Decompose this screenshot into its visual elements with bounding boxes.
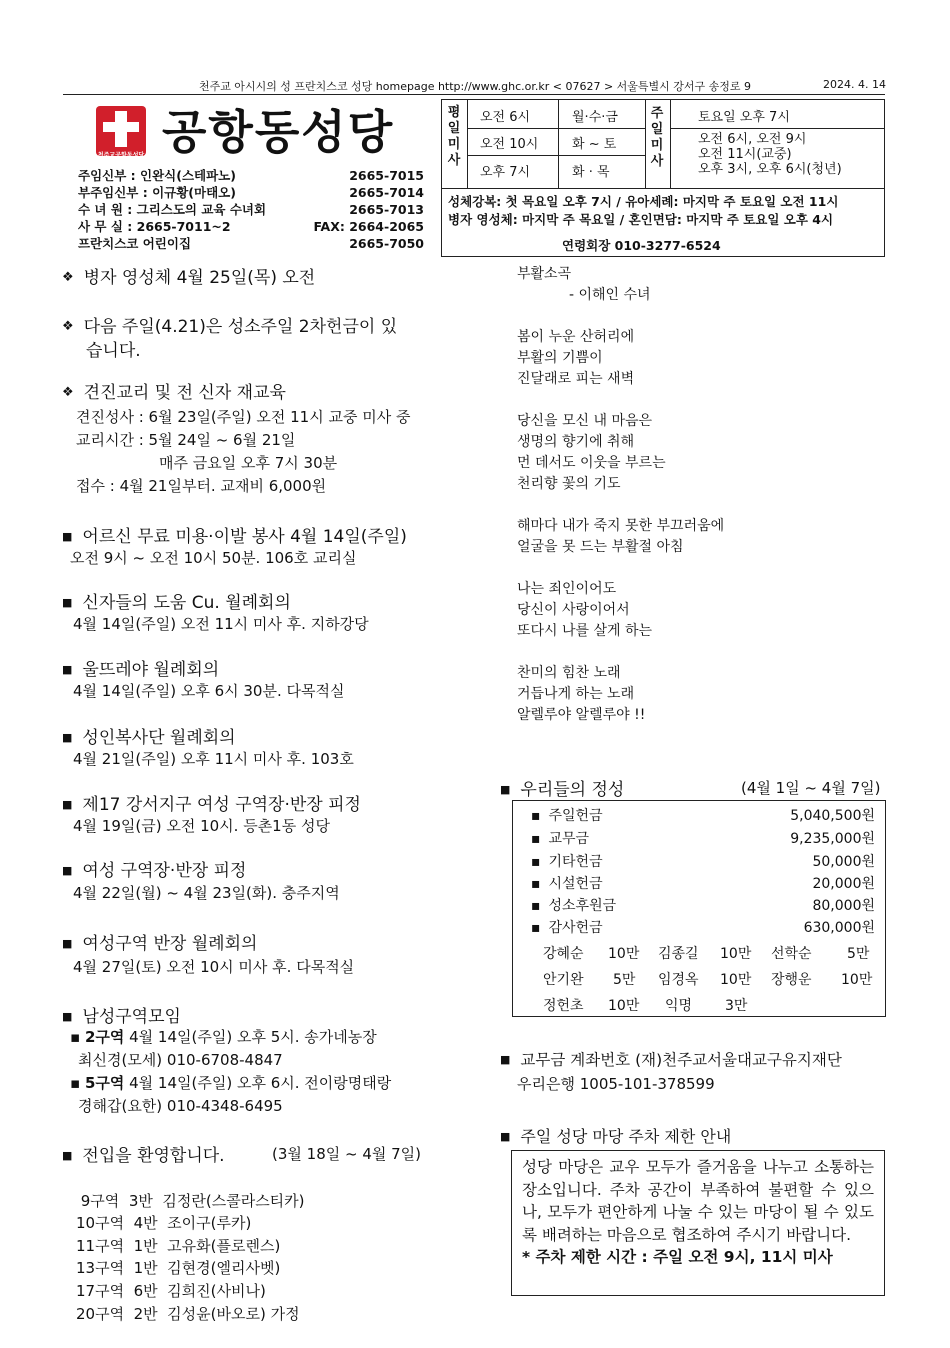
weekday-days: 화 ~ 토: [572, 137, 617, 152]
section-women-retreat: ■ 여성 구역장·반장 피정: [62, 856, 246, 881]
staff-row: 부주임신부 : 이규황(마태오) 2665-7014: [78, 185, 424, 200]
poem-line: 봄이 누운 산허리에: [517, 329, 635, 345]
poem-line: 나는 죄인이어도: [517, 581, 617, 597]
poem-line: [517, 642, 724, 663]
offering-row: ▪ 감사헌금 630,000원: [531, 917, 875, 939]
men-zone-2-contact: 최신경(모세) 010-6708-4847: [78, 1051, 283, 1069]
donor-name: 익명: [665, 998, 693, 1014]
donor-name: 강혜순: [543, 946, 584, 962]
donor-amount: 3만: [725, 998, 748, 1014]
weekday-days: 화 · 목: [572, 165, 610, 180]
mass-note: 병자 영성체: 마지막 주 목요일 / 혼인면담: 마지막 주 토요일 오후 4시: [448, 212, 834, 227]
confirmation-class-period: 교리시간 : 5월 24일 ~ 6월 21일: [76, 431, 296, 449]
altar-servers-detail: 4월 21일(주일) 오후 11시 미사 후. 103호: [73, 750, 354, 768]
newcomer-item: 9구역 3반 김정란(스콜라스티카): [76, 1191, 305, 1210]
vertical-label-text: 평 일 미 사: [447, 105, 461, 168]
confirmation-class-time: 매주 금요일 오후 7시 30분: [159, 454, 338, 472]
sunday-time: 토요일 오후 7시: [698, 110, 790, 125]
logo-caption: 천주교공항동성당: [97, 152, 145, 159]
poem-line: 진달래로 피는 새벽: [517, 371, 635, 387]
poem-line: [517, 495, 724, 516]
funeral-society-contact: 연령회장 010-3277-6524: [562, 238, 721, 253]
district-retreat-detail: 4월 19일(금) 오전 10시. 등촌1동 성당: [73, 817, 330, 835]
section-men-zone: ■ 남성구역모임: [62, 1002, 181, 1027]
weekday-time: 오후 7시: [480, 165, 531, 180]
donor-amount: 10만: [720, 972, 752, 988]
men-zone-5: ▪ 5구역 4월 14일(주일) 오후 6시. 전이랑명태랑: [70, 1074, 392, 1092]
weekday-time: 오전 6시: [480, 110, 531, 125]
donor-name: 안기완: [543, 972, 584, 988]
donor-name: 임경옥: [658, 972, 699, 988]
men-zone-5-contact: 경해갑(요한) 010-4348-6495: [78, 1097, 283, 1115]
offerings-box: [512, 800, 886, 1017]
parish-name: 공항동성당: [162, 105, 395, 159]
staff-row: 프란치스코 어린이집 2665-7050: [78, 236, 424, 251]
sunday-time: 오후 3시, 오후 6시(청년): [698, 162, 842, 177]
donor-name: 선학순: [771, 946, 812, 962]
newcomer-item: 10구역 4반 조이구(루카): [76, 1214, 252, 1233]
header-topline: [0, 78, 950, 94]
bulletin-date: 2024. 4. 14: [823, 78, 886, 91]
newcomer-list: [76, 1167, 305, 1348]
confirmation-registration: 접수 : 4월 21일부터. 교재비 6,000원: [76, 477, 327, 495]
poem-line: 먼 데서도 이웃을 부르는: [517, 455, 666, 471]
offering-row: ▪ 성소후원금 80,000원: [531, 895, 875, 917]
poem-line: [517, 390, 724, 411]
poem-line: 당신을 모신 내 마음은: [517, 413, 653, 429]
poem-line: 부활의 기쁨이: [517, 350, 603, 366]
offering-row: ▪ 주일헌금 5,040,500원: [531, 805, 875, 827]
sunday-time: 오전 6시, 오전 9시: [698, 132, 807, 147]
newcomer-item: 11구역 1반 고유화(플로렌스): [76, 1236, 281, 1255]
poem-title: 부활소곡: [517, 266, 572, 282]
poem: [517, 264, 724, 726]
donor-name: 장행운: [771, 972, 812, 988]
donor-amount: 5만: [613, 972, 636, 988]
haircut-detail: 오전 9시 ~ 오전 10시 50분. 106호 교리실: [70, 549, 357, 567]
parking-notice: [511, 1150, 885, 1296]
weekday-time: 오전 10시: [480, 137, 539, 152]
poem-line: 당신이 사랑이어서: [517, 602, 630, 618]
newcomers-period: (3월 18일 ~ 4월 7일): [272, 1145, 422, 1163]
women-retreat-detail: 4월 22일(월) ~ 4월 23일(화). 충주지역: [73, 884, 340, 902]
section-confirmation: ❖ 견진교리 및 전 신자 재교육: [62, 378, 286, 403]
poem-line: 천리향 꽃의 기도: [517, 476, 621, 492]
offerings-period: (4월 1일 ~ 4월 7일): [741, 779, 881, 797]
newcomer-item: 20구역 2반 김성윤(바오로) 가정: [76, 1304, 300, 1323]
parking-body: 성당 마당은 교우 모두가 즐거움을 나누고 소통하는 장소입니다. 주차 공간이 부족하여 불편할 수 있으나, 모두가 편안하게 나눌 수 있는 마당이 될 수 있도록 배려하는 마음으로 협조하여 주시기 바랍니다.: [522, 1158, 874, 1244]
offering-row: ▪ 시설헌금 20,000원: [531, 873, 875, 895]
donor-amount: 10만: [841, 972, 873, 988]
offering-row: ▪ 기타헌금 50,000원: [531, 851, 875, 873]
section-vocation-collection-cont: 습니다.: [86, 341, 141, 361]
header-divider: [63, 94, 885, 95]
poem-line: 알렐루야 알렐루야 !!: [517, 707, 646, 723]
sunday-mass-label: [648, 106, 666, 170]
donor-amount: 5만: [847, 946, 870, 962]
staff-row: 주임신부 : 인완식(스테파노) 2665-7015: [78, 168, 424, 183]
donor-amount: 10만: [608, 946, 640, 962]
women-meeting-detail: 4월 27일(토) 오전 10시 미사 후. 다목적실: [73, 958, 355, 976]
newcomer-item: 17구역 6반 김희진(사비나): [76, 1281, 266, 1300]
men-zone-2: ▪ 2구역 4월 14일(주일) 오후 5시. 송가네농장: [70, 1028, 377, 1046]
section-women-meeting: ■ 여성구역 반장 월례회의: [62, 929, 257, 954]
account-number: 우리은행 1005-101-378599: [517, 1075, 715, 1093]
staff-row: 수 녀 원 : 그리스도의 교육 수녀회 2665-7013: [78, 202, 424, 217]
poem-author: - 이해인 수녀: [569, 287, 651, 303]
poem-line: 얼굴을 못 드는 부활절 아침: [517, 539, 684, 555]
confirmation-date: 견진성사 : 6월 23일(주일) 오전 11시 교중 미사 중: [76, 408, 411, 426]
poem-line: 해마다 내가 죽지 못한 부끄러움에: [517, 518, 725, 534]
parking-title: ■ 주일 성당 마당 주차 제한 안내: [500, 1124, 731, 1147]
offering-row: ▪ 교무금 9,235,000원: [531, 828, 875, 850]
staff-directory: [78, 167, 424, 252]
section-ultreya: ■ 울뜨레야 월례회의: [62, 655, 219, 680]
section-district-retreat: ■ 제17 강서지구 여성 구역장·반장 피정: [62, 790, 361, 815]
section-sick-communion: ❖ 병자 영성체 4월 25일(목) 오전: [62, 263, 315, 288]
staff-row: 사 무 실 : 2665-7011~2 FAX: 2664-2065: [78, 219, 424, 234]
donor-amount: 10만: [720, 946, 752, 962]
poem-lines: [517, 327, 724, 726]
sunday-time: 오전 11시(교중): [698, 147, 792, 162]
weekday-mass-label: [445, 105, 463, 169]
parking-time-note: * 주차 제한 시간 : 주일 오전 9시, 11시 미사: [522, 1248, 833, 1266]
poem-line: 생명의 향기에 취해: [517, 434, 635, 450]
poem-line: 거듭나게 하는 노래: [517, 686, 635, 702]
cu-meeting-detail: 4월 14일(주일) 오전 11시 미사 후. 지하강당: [73, 615, 369, 633]
mass-note: 성체강복: 첫 목요일 오후 7시 / 유아세례: 마지막 주 토요일 오전 11시: [448, 194, 839, 209]
section-vocation-collection: ❖ 다음 주일(4.21)은 성소주일 2차헌금이 있: [62, 312, 397, 337]
weekday-days: 월·수·금: [572, 110, 618, 125]
ultreya-detail: 4월 14일(주일) 오후 6시 30분. 다목적실: [73, 682, 345, 700]
parish-address: 천주교 아시시의 성 프란치스코 성당 homepage http://www.ghc.or.kr < 07627 > 서울특별시 강서구 송정로 9: [198, 80, 752, 93]
parish-logo: [93, 103, 149, 159]
section-cu-meeting: ■ 신자들의 도움 Cu. 월례회의: [62, 588, 291, 613]
donor-amount: 10만: [608, 998, 640, 1014]
mass-schedule: [441, 99, 885, 257]
account-title: ■ 교무금 계좌번호 (재)천주교서울대교구유지재단: [500, 1048, 842, 1070]
newcomer-item: 13구역 1반 김현경(엘리사벳): [76, 1259, 281, 1278]
offerings-title: ■ 우리들의 정성: [500, 775, 624, 800]
donor-name: 정헌초: [543, 998, 584, 1014]
section-haircut-service: ■ 어르신 무료 미용·이발 봉사 4월 14일(주일): [62, 522, 407, 547]
poem-line: 또다시 나를 살게 하는: [517, 623, 653, 639]
vertical-label-text: 주 일 미 사: [650, 106, 664, 169]
poem-line: 찬미의 힘찬 노래: [517, 665, 621, 681]
section-newcomers: ■ 전입을 환영합니다.: [62, 1141, 225, 1166]
poem-line: [517, 558, 724, 579]
section-altar-servers: ■ 성인복사단 월례회의: [62, 723, 236, 748]
donor-name: 김종길: [658, 946, 699, 962]
